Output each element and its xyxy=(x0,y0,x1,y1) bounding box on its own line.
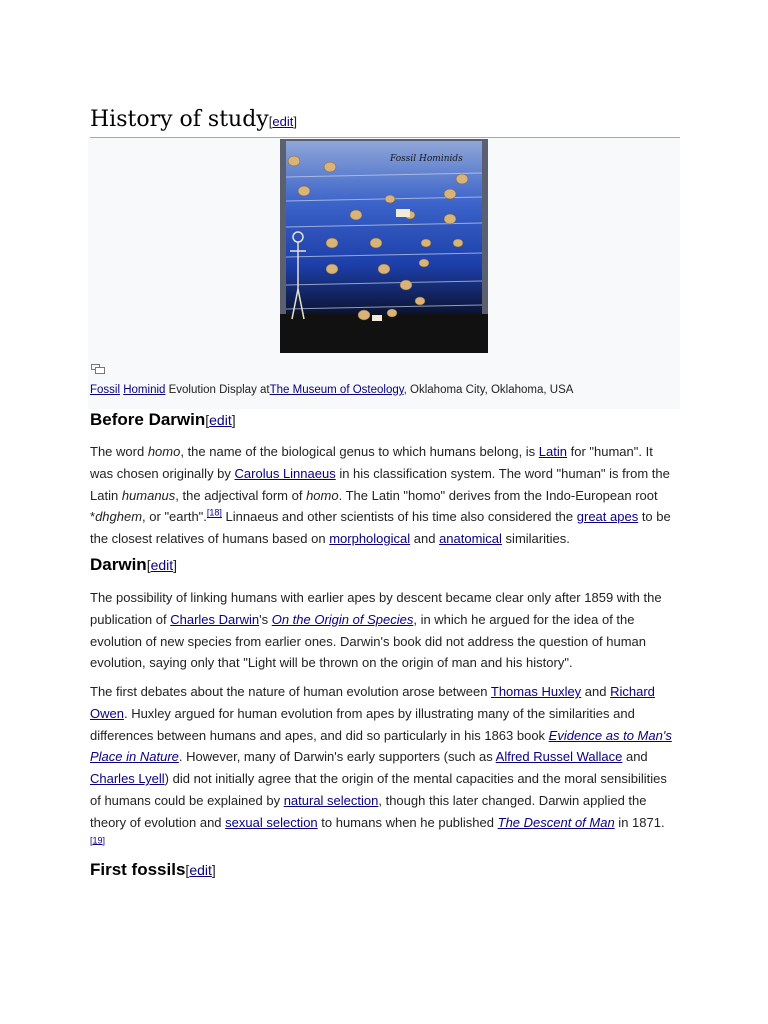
text: The word xyxy=(90,444,148,459)
museum-display-photo[interactable] xyxy=(280,139,488,353)
text: to be the closest relatives of humans based on xyxy=(90,509,671,547)
section-heading xyxy=(90,106,680,138)
text: . Huxley argued for human evolution from apes by illustrating many of the similarities and differences between humans and apes, and did so particularly in his 1863 book xyxy=(90,705,635,743)
heading-darwin xyxy=(90,554,177,576)
reference-18[interactable]: [18] xyxy=(206,508,222,519)
link-charles-darwin[interactable]: Charles Darwin xyxy=(170,611,260,627)
link-richard-owen[interactable]: Richard Owen xyxy=(90,684,655,721)
reference-19[interactable]: [19] xyxy=(90,835,106,846)
text: . However, many of Darwin's early supporters (such as xyxy=(178,749,496,765)
edit-bracket: [edit] xyxy=(268,114,297,129)
heading-text: First fossils xyxy=(90,860,186,879)
text: and xyxy=(410,531,440,547)
text: and xyxy=(581,684,611,699)
caption-link-hominid[interactable]: Hominid xyxy=(123,384,166,396)
link-evidence-mans-place[interactable]: Evidence as to Man's Place in Nature xyxy=(90,727,672,765)
italic-term: homo xyxy=(306,487,339,503)
paragraph-darwin-1 xyxy=(90,587,678,674)
caption-text: Evolution Display at xyxy=(165,384,270,396)
italic-term: dhghem xyxy=(95,509,143,525)
text: The first debates about the nature of human evolution arose between xyxy=(90,684,491,699)
italic-term: humanus xyxy=(121,487,176,503)
heading-text: Before Darwin xyxy=(90,410,206,429)
link-carolus-linnaeus[interactable]: Carolus Linnaeus xyxy=(234,465,336,481)
text: ) did not initially agree that the origin of the mental capacities and the moral sensibilities of humans could be explained by xyxy=(90,771,667,808)
edit-link[interactable]: edit xyxy=(150,557,174,573)
text: The possibility of linking humans with earlier apes by descent became clear only after 1859 with the publication of xyxy=(90,590,662,627)
display-sign: Fossil Hominids xyxy=(390,154,463,164)
link-charles-lyell[interactable]: Charles Lyell xyxy=(90,771,165,787)
text: , the name of the biological genus to which humans belong, is xyxy=(180,444,539,459)
edit-link[interactable]: edit xyxy=(272,114,294,129)
link-origin-of-species[interactable]: On the Origin of Species xyxy=(271,611,414,627)
caption-link-museum[interactable]: The Museum of Osteology xyxy=(269,384,404,396)
link-great-apes[interactable]: great apes xyxy=(576,509,639,525)
text: 's xyxy=(259,611,272,627)
text: Linnaeus and other scientists of his time also considered the xyxy=(221,509,577,525)
link-morphological[interactable]: morphological xyxy=(329,531,411,547)
text: for "human". It was chosen originally by xyxy=(90,444,653,481)
text: , or "earth". xyxy=(142,509,207,525)
paragraph-before-darwin xyxy=(90,441,678,550)
edit-bracket: [edit] xyxy=(205,412,236,428)
text: similarities. xyxy=(501,531,570,547)
text: , in which he argued for the idea of the evolution of new species from earlier ones. Darwin's book did not address the question of human evolution, saying only that "Light will be thrown on the origin of man and his history". xyxy=(90,611,647,671)
edit-link[interactable]: edit xyxy=(189,862,212,878)
text: and xyxy=(622,749,648,765)
caption-link-fossil[interactable]: Fossil xyxy=(90,384,121,396)
text: . The Latin "homo" derives from the Indo-European root * xyxy=(90,487,658,525)
figure-box xyxy=(88,138,680,409)
link-natural-selection[interactable]: natural selection xyxy=(283,792,379,808)
heading-before-darwin xyxy=(90,409,236,431)
section-title: History of study xyxy=(90,107,269,132)
enlarge-icon[interactable] xyxy=(91,364,105,374)
text: , though this later changed. Darwin applied the theory of evolution and xyxy=(90,792,647,830)
link-sexual-selection[interactable]: sexual selection xyxy=(225,814,318,830)
link-alfred-russel-wallace[interactable]: Alfred Russel Wallace xyxy=(495,749,623,765)
heading-first-fossils xyxy=(90,859,216,881)
edit-bracket: [edit] xyxy=(146,557,178,573)
italic-term: homo xyxy=(147,444,181,459)
caption-text: , Oklahoma City, Oklahoma, USA xyxy=(403,384,574,396)
figure-caption xyxy=(90,383,573,397)
heading-text: Darwin xyxy=(90,555,147,574)
link-thomas-huxley[interactable]: Thomas Huxley xyxy=(490,684,582,699)
edit-link[interactable]: edit xyxy=(209,412,232,428)
link-anatomical[interactable]: anatomical xyxy=(439,531,502,547)
paragraph-darwin-2 xyxy=(90,681,678,855)
link-descent-of-man[interactable]: The Descent of Man xyxy=(497,814,615,830)
text: to humans when he published xyxy=(317,814,498,830)
edit-bracket: [edit] xyxy=(185,862,216,878)
text: in 1871. xyxy=(614,814,665,830)
text: in his classification system. The word "human" is from the Latin xyxy=(90,465,670,503)
link-latin[interactable]: Latin xyxy=(538,444,567,459)
text: , the adjectival form of xyxy=(175,487,307,503)
